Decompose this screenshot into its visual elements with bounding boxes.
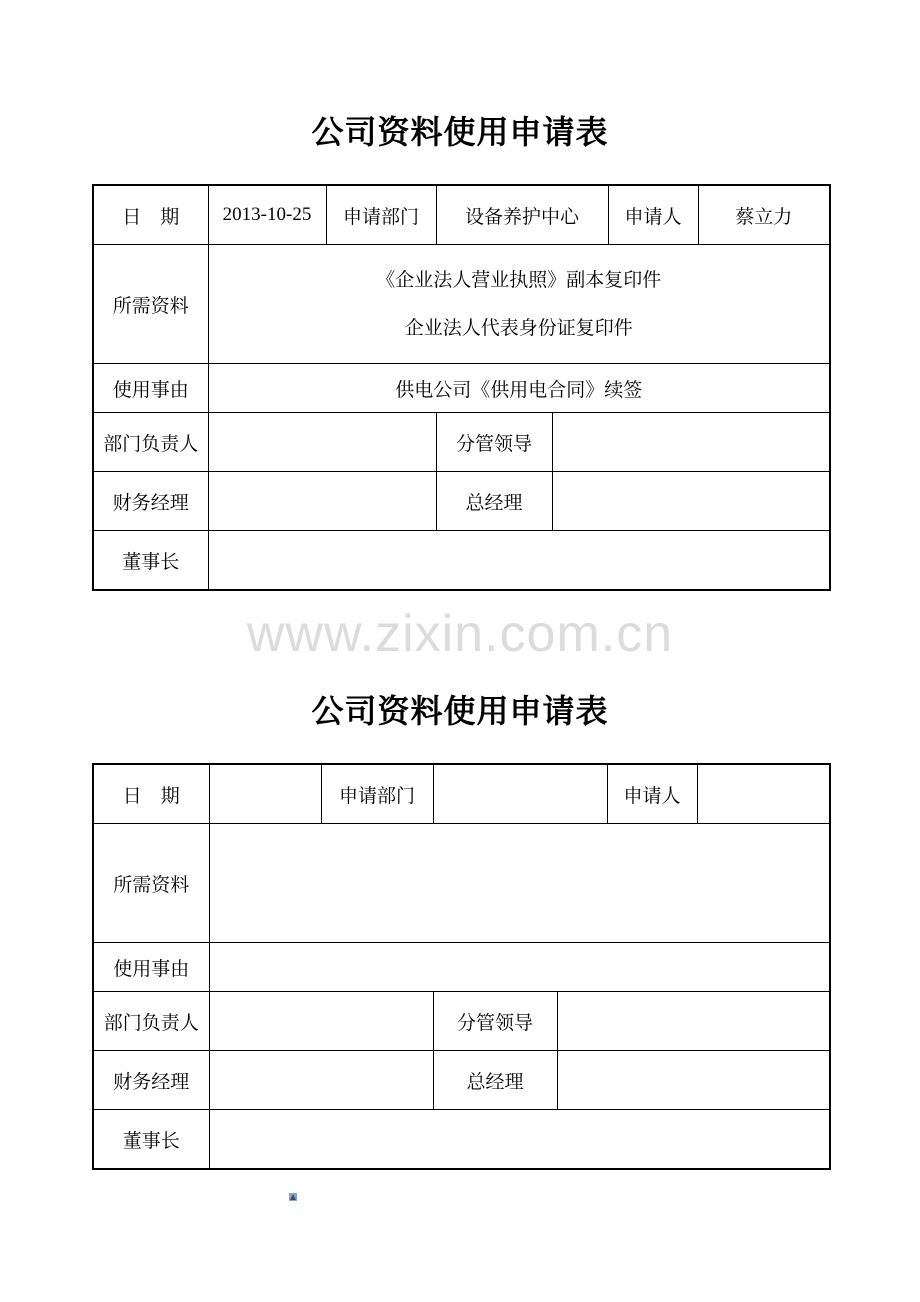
form-title: 公司资料使用申请表	[311, 692, 609, 730]
dept-label: 申请部门	[326, 185, 436, 245]
dept-value	[433, 764, 607, 824]
form-title: 公司资料使用申请表	[311, 113, 609, 151]
reason-label: 使用事由	[93, 364, 208, 413]
small-logo-icon	[288, 1192, 298, 1202]
date-label: 日 期	[93, 185, 208, 245]
chairman-label: 董事长	[93, 1110, 209, 1170]
general-manager-label: 总经理	[436, 472, 552, 531]
dept-value: 设备养护中心	[436, 185, 608, 245]
applicant-label: 申请人	[607, 764, 697, 824]
reason-value	[209, 943, 830, 992]
date-value	[209, 764, 321, 824]
supervisor-label: 分管领导	[436, 413, 552, 472]
supervisor-value	[552, 413, 830, 472]
general-manager-label: 总经理	[433, 1051, 557, 1110]
finance-manager-value	[209, 1051, 433, 1110]
general-manager-value	[552, 472, 830, 531]
dept-head-value	[209, 992, 433, 1051]
finance-manager-label: 财务经理	[93, 472, 208, 531]
applicant-value: 蔡立力	[698, 185, 830, 245]
chairman-value	[209, 1110, 830, 1170]
date-label: 日 期	[93, 764, 209, 824]
chairman-value	[208, 531, 830, 591]
materials-value	[209, 824, 830, 943]
chairman-label: 董事长	[93, 531, 208, 591]
dept-head-label: 部门负责人	[93, 992, 209, 1051]
general-manager-value	[557, 1051, 830, 1110]
materials-label: 所需资料	[93, 824, 209, 943]
dept-label: 申请部门	[321, 764, 433, 824]
supervisor-value	[557, 992, 830, 1051]
materials-value	[208, 245, 830, 364]
watermark: www.zixin.com.cn	[246, 605, 674, 663]
materials-label: 所需资料	[93, 245, 208, 364]
supervisor-label: 分管领导	[433, 992, 557, 1051]
applicant-label: 申请人	[608, 185, 698, 245]
finance-manager-label: 财务经理	[93, 1051, 209, 1110]
date-value: 2013-10-25	[208, 185, 326, 245]
application-form-filled	[92, 184, 831, 591]
reason-label: 使用事由	[93, 943, 209, 992]
application-form-blank	[92, 763, 831, 1170]
dept-head-value	[208, 413, 436, 472]
applicant-value	[697, 764, 830, 824]
finance-manager-value	[208, 472, 436, 531]
material-item: 企业法人代表身份证复印件	[404, 317, 633, 339]
material-item: 《企业法人营业执照》副本复印件	[376, 269, 662, 291]
dept-head-label: 部门负责人	[93, 413, 208, 472]
reason-value: 供电公司《供用电合同》续签	[208, 364, 830, 413]
